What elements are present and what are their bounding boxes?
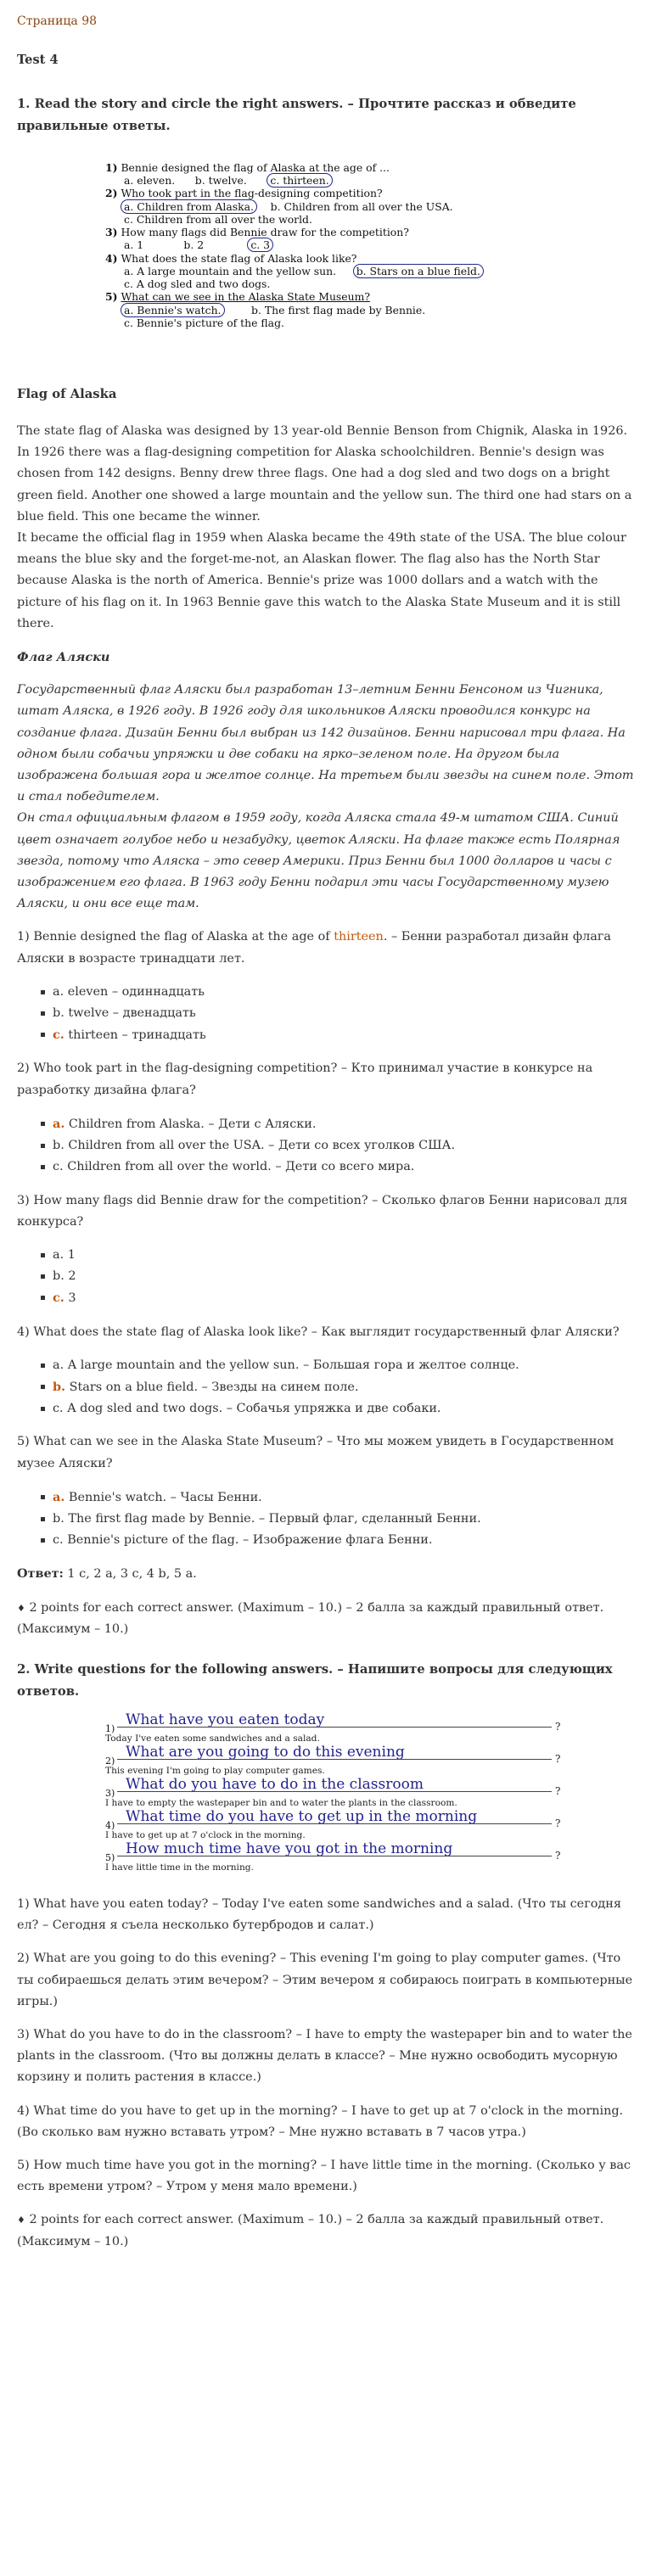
option-correct bbox=[41, 1024, 634, 1046]
question-text: 2) Who took part in the flag-designing competition? – Кто принимал участие в конкурсе на разработку дизайна флага? bbox=[17, 1061, 593, 1097]
question-translation: . – Бенни разработал дизайн флага Аляски в возрасте тринадцати лет. bbox=[17, 930, 611, 966]
option bbox=[41, 1003, 634, 1024]
scan-q1-c-circled: c. thirteen. bbox=[267, 173, 332, 188]
diamond-icon: ♦ bbox=[17, 2215, 25, 2226]
russian-story-paragraph-2: Он стал официальным флагом в 1959 году, когда Аляска стала 49-м штатом США. Синий цвет означает голубое небо и незабудку, цветок Аляски. На флаге также есть Полярная звезда, потому что Аляска – это север Америки. Приз Бенни был 1000 долларов и часы с изображением его флага. В 1963 году Бенни подарил эти часы Государственному музею Аляски, и они все еще там. bbox=[17, 811, 620, 911]
scan-q4-b-circled: b. Stars on a blue field. bbox=[353, 264, 484, 278]
exercise-2-points-text: 2 points for each correct answer. (Maximum – 10.) – 2 балла за каждый правильный ответ. (Максимум – 10.) bbox=[17, 2213, 604, 2248]
option-letter: a. bbox=[53, 1489, 65, 1504]
option-letter: b. bbox=[53, 1269, 65, 1284]
question-text: 4) What does the state flag of Alaska look like? – Как выглядит государственный флаг Аляски? bbox=[17, 1324, 620, 1339]
option-letter: c. bbox=[53, 1291, 65, 1306]
option bbox=[41, 1530, 634, 1551]
exercise-1-points-text: 2 points for each correct answer. (Maximum – 10.) – 2 балла за каждый правильный ответ. (Максимум – 10.) bbox=[17, 1600, 604, 1636]
option-letter: c. bbox=[53, 1028, 65, 1043]
answer-line bbox=[117, 1791, 552, 1792]
printed-answer: I have to empty the wastepaper bin and to water the plants in the classroom. bbox=[105, 1797, 457, 1808]
option-text: Bennie's picture of the flag. – Изображение флага Бенни. bbox=[63, 1533, 433, 1548]
option-letter: b. bbox=[53, 1139, 65, 1153]
exercise-1-points bbox=[17, 1598, 634, 1640]
scan2-row-number: 2) bbox=[105, 1755, 115, 1767]
exercise-2-answer-5: 5) How much time have you got in the morning? – I have little time in the morning. (Сколько у вас есть времени утром? – Утром у меня мало времени.) bbox=[17, 2158, 631, 2194]
breadcrumb[interactable]: Страница 98 bbox=[17, 14, 98, 28]
option-text: A large mountain and the yellow sun. – Большая гора и желтое солнце. bbox=[64, 1358, 519, 1372]
option-text: Bennie's watch. – Часы Бенни. bbox=[65, 1490, 262, 1504]
option-text: thirteen – тринадцать bbox=[64, 1028, 206, 1043]
option-text: 2 bbox=[64, 1269, 76, 1284]
highlighted-answer: thirteen bbox=[334, 930, 384, 944]
scan-q4-number: 4) bbox=[105, 252, 118, 265]
scan-q3-number: 3) bbox=[105, 226, 118, 238]
option bbox=[41, 1266, 634, 1287]
option-list bbox=[41, 1487, 634, 1552]
answer-line bbox=[117, 1823, 552, 1824]
option-letter: b. bbox=[53, 1511, 65, 1526]
option-letter: c. bbox=[53, 1402, 64, 1416]
handwritten-question: What are you going to do this evening bbox=[126, 1743, 405, 1761]
option bbox=[41, 1355, 634, 1376]
option bbox=[41, 982, 634, 1003]
scan-q1-number: 1) bbox=[105, 161, 118, 174]
question-text: 5) What can we see in the Alaska State Museum? – Что мы можем увидеть в Государственном музее Аляски? bbox=[17, 1435, 615, 1470]
scan-q3-a: a. 1 bbox=[124, 238, 144, 251]
exercise-2-points bbox=[17, 2209, 634, 2252]
printed-answer: This evening I'm going to play computer games. bbox=[105, 1765, 325, 1776]
option-correct bbox=[41, 1113, 634, 1135]
scan-q4-a: a. A large mountain and the yellow sun. bbox=[124, 265, 337, 277]
question-mark: ? bbox=[555, 1720, 561, 1733]
scan-q5-number: 5) bbox=[105, 290, 118, 303]
option-letter: c. bbox=[53, 1160, 64, 1174]
option-text: 3 bbox=[64, 1291, 76, 1306]
handwritten-question: What do you have to do in the classroom bbox=[126, 1775, 424, 1793]
scan-q2-number: 2) bbox=[105, 187, 118, 199]
option bbox=[41, 1245, 634, 1266]
scan2-row-number: 4) bbox=[105, 1819, 115, 1831]
russian-story-title: Флаг Аляски bbox=[17, 650, 110, 665]
exercise-2-answer-2: 2) What are you going to do this evening? – This evening I'm going to play computer games. (Что ты собираешься делать этим вечером? – Этим вечером я собираюсь поиграть в компьютерные игры.) bbox=[17, 1952, 633, 2008]
handwritten-question: What time do you have to get up in the morning bbox=[126, 1807, 478, 1825]
exercise-2-heading: 2. Write questions for the following answers. – Напишите вопросы для следующих ответов. bbox=[17, 1661, 613, 1699]
story-paragraph-1: The state flag of Alaska was designed by 13 year-old Bennie Benson from Chignik, Alaska in 1926. In 1926 there was a flag-designing competition for Alaska schoolchildren. Bennie's design was chosen from 142 designs. Benny drew three flags. One had a dog sled and two dogs on a bright green field. Another one showed a large mountain and the yellow sun. The third one had stars on a blue field. This one became the winner. bbox=[17, 424, 632, 524]
answer-key bbox=[17, 1563, 634, 1585]
answer-text: 1 c, 2 a, 3 c, 4 b, 5 a. bbox=[63, 1567, 197, 1582]
option-text: twelve – двенадцать bbox=[64, 1006, 196, 1021]
option-list bbox=[41, 1355, 634, 1420]
scan-q5-b: b. The first flag made by Bennie. bbox=[251, 304, 426, 316]
option-text: eleven – одиннадцать bbox=[64, 984, 205, 999]
option-letter: a. bbox=[53, 984, 65, 999]
answer-line bbox=[117, 1727, 552, 1728]
scan-q2-a-circled: a. Children from Alaska. bbox=[121, 199, 257, 214]
option-letter: c. bbox=[53, 1533, 64, 1548]
answer-line bbox=[117, 1759, 552, 1760]
option bbox=[41, 1509, 634, 1530]
answer-label: Ответ: bbox=[17, 1566, 64, 1582]
option-letter: a. bbox=[53, 1116, 65, 1131]
scan-q3-c-circled: c. 3 bbox=[247, 238, 273, 252]
option-list bbox=[41, 1245, 634, 1310]
answer-question bbox=[17, 927, 634, 969]
question-mark: ? bbox=[555, 1752, 561, 1765]
scan-q5-c: c. Bennie's picture of the flag. bbox=[124, 316, 284, 329]
option-text: Children from all over the USA. – Дети со всех уголков США. bbox=[64, 1139, 456, 1153]
question-mark: ? bbox=[555, 1817, 561, 1829]
exercise-2-answer-3: 3) What do you have to do in the classroom? – I have to empty the wastepaper bin and to water the plants in the classroom. (Что вы должны делать в классе? – Мне нужно освободить мусорную корзину и полить растения в классе.) bbox=[17, 2027, 632, 2085]
story-paragraph-2: It became the official flag in 1959 when Alaska became the 49th state of the USA. The blue colour means the blue sky and the forget-me-not, an Alaskan flower. The flag also has the North Star because Alaska is the north of America. Bennie's prize was 1000 dollars and a watch with the picture of his flag on it. In 1963 Bennie gave this watch to the Alaska State Museum and it is still there. bbox=[17, 531, 626, 630]
scan2-row-number: 3) bbox=[105, 1787, 115, 1799]
option-letter: a. bbox=[53, 1358, 65, 1372]
option-text: Stars on a blue field. – Звезды на синем поле. bbox=[65, 1380, 359, 1394]
exercise-1-scan-image bbox=[105, 161, 564, 368]
scan-q2: Who took part in the flag-designing competition? bbox=[121, 187, 383, 199]
scan-q2-b: b. Children from all over the USA. bbox=[270, 200, 453, 213]
option-text: 1 bbox=[64, 1247, 76, 1262]
answer-question bbox=[17, 1431, 634, 1474]
exercise-2-scan-image bbox=[105, 1711, 581, 1877]
exercise-1-heading: 1. Read the story and circle the right answers. – Прочтите рассказ и обведите правильные ответы. bbox=[17, 97, 576, 133]
option-correct bbox=[41, 1287, 634, 1309]
russian-story-paragraph-1: Государственный флаг Аляски был разработан 13–летним Бенни Бенсоном из Чигника, штат Аляска, в 1926 году. В 1926 году для школьников Аляски проводился конкурс на создание флага. Дизайн Бенни был выбран из 142 дизайнов. Бенни нарисовал три флага. На одном были собачьи упряжки и две собаки на ярко–зеленом поле. На другом была изображена большая гора и желтое солнце. На третьем были звезды на синем поле. Этот и стал победителем. bbox=[17, 683, 634, 804]
scan-q1-a: a. eleven. bbox=[124, 174, 176, 187]
scan-q5: What can we see in the Alaska State Museum? bbox=[121, 290, 370, 303]
story-title: Flag of Alaska bbox=[17, 387, 117, 401]
question-text: 3) How many flags did Bennie draw for the competition? – Сколько флагов Бенни нарисовал для конкурса? bbox=[17, 1193, 628, 1229]
option bbox=[41, 1398, 634, 1420]
option-text: Children from Alaska. – Дети с Аляски. bbox=[65, 1117, 317, 1131]
option-list bbox=[41, 982, 634, 1047]
option-letter: a. bbox=[53, 1247, 65, 1262]
test-title: Test 4 bbox=[17, 53, 59, 67]
scan-q1-b: b. twelve. bbox=[194, 174, 247, 187]
question-text: 1) Bennie designed the flag of Alaska at the age of bbox=[17, 930, 334, 944]
option bbox=[41, 1135, 634, 1156]
printed-answer: Today I've eaten some sandwiches and a salad. bbox=[105, 1733, 320, 1744]
scan-q1: Bennie designed the flag of Alaska at the age of ... bbox=[121, 161, 390, 174]
option-text: A dog sled and two dogs. – Собачья упряжка и две собаки. bbox=[63, 1402, 441, 1416]
answer-question bbox=[17, 1322, 634, 1343]
question-mark: ? bbox=[555, 1849, 561, 1862]
option-correct bbox=[41, 1487, 634, 1509]
option-list bbox=[41, 1113, 634, 1179]
exercise-2-answer-1: 1) What have you eaten today? – Today I've eaten some sandwiches and a salad. (Что ты сегодня ел? – Сегодня я съела несколько бутербродов и салат.) bbox=[17, 1896, 621, 1933]
option bbox=[41, 1156, 634, 1178]
option-text: The first flag made by Bennie. – Первый флаг, сделанный Бенни. bbox=[64, 1511, 481, 1526]
exercise-2-answer-4: 4) What time do you have to get up in the morning? – I have to get up at 7 o'clock in the morning. (Во сколько вам нужно вставать утром? – Мне нужно вставать в 7 часов утра.) bbox=[17, 2103, 624, 2139]
scan-q2-c: c. Children from all over the world. bbox=[124, 213, 312, 226]
scan-q5-a-circled: a. Bennie's watch. bbox=[121, 303, 225, 317]
scan2-row-number: 1) bbox=[105, 1722, 115, 1734]
scan-q3-b: b. 2 bbox=[183, 238, 205, 251]
question-mark: ? bbox=[555, 1784, 561, 1797]
option-letter: b. bbox=[53, 1379, 66, 1394]
option-letter: b. bbox=[53, 1006, 65, 1021]
handwritten-question: How much time have you got in the morning bbox=[126, 1840, 453, 1857]
scan-q4-c: c. A dog sled and two dogs. bbox=[124, 277, 271, 290]
handwritten-question: What have you eaten today bbox=[126, 1711, 325, 1728]
answer-question bbox=[17, 1058, 634, 1100]
diamond-icon: ♦ bbox=[17, 1602, 25, 1614]
scan-q3: How many flags did Bennie draw for the competition? bbox=[121, 226, 409, 238]
answer-question bbox=[17, 1190, 634, 1233]
option-text: Children from all over the world. – Дети со всего мира. bbox=[63, 1160, 415, 1174]
scan-q4: What does the state flag of Alaska look like? bbox=[121, 252, 357, 265]
scan2-row-number: 5) bbox=[105, 1851, 115, 1863]
printed-answer: I have little time in the morning. bbox=[105, 1862, 254, 1873]
exercise-1-answers bbox=[17, 927, 634, 1551]
option-correct bbox=[41, 1376, 634, 1398]
printed-answer: I have to get up at 7 o'clock in the morning. bbox=[105, 1829, 306, 1840]
